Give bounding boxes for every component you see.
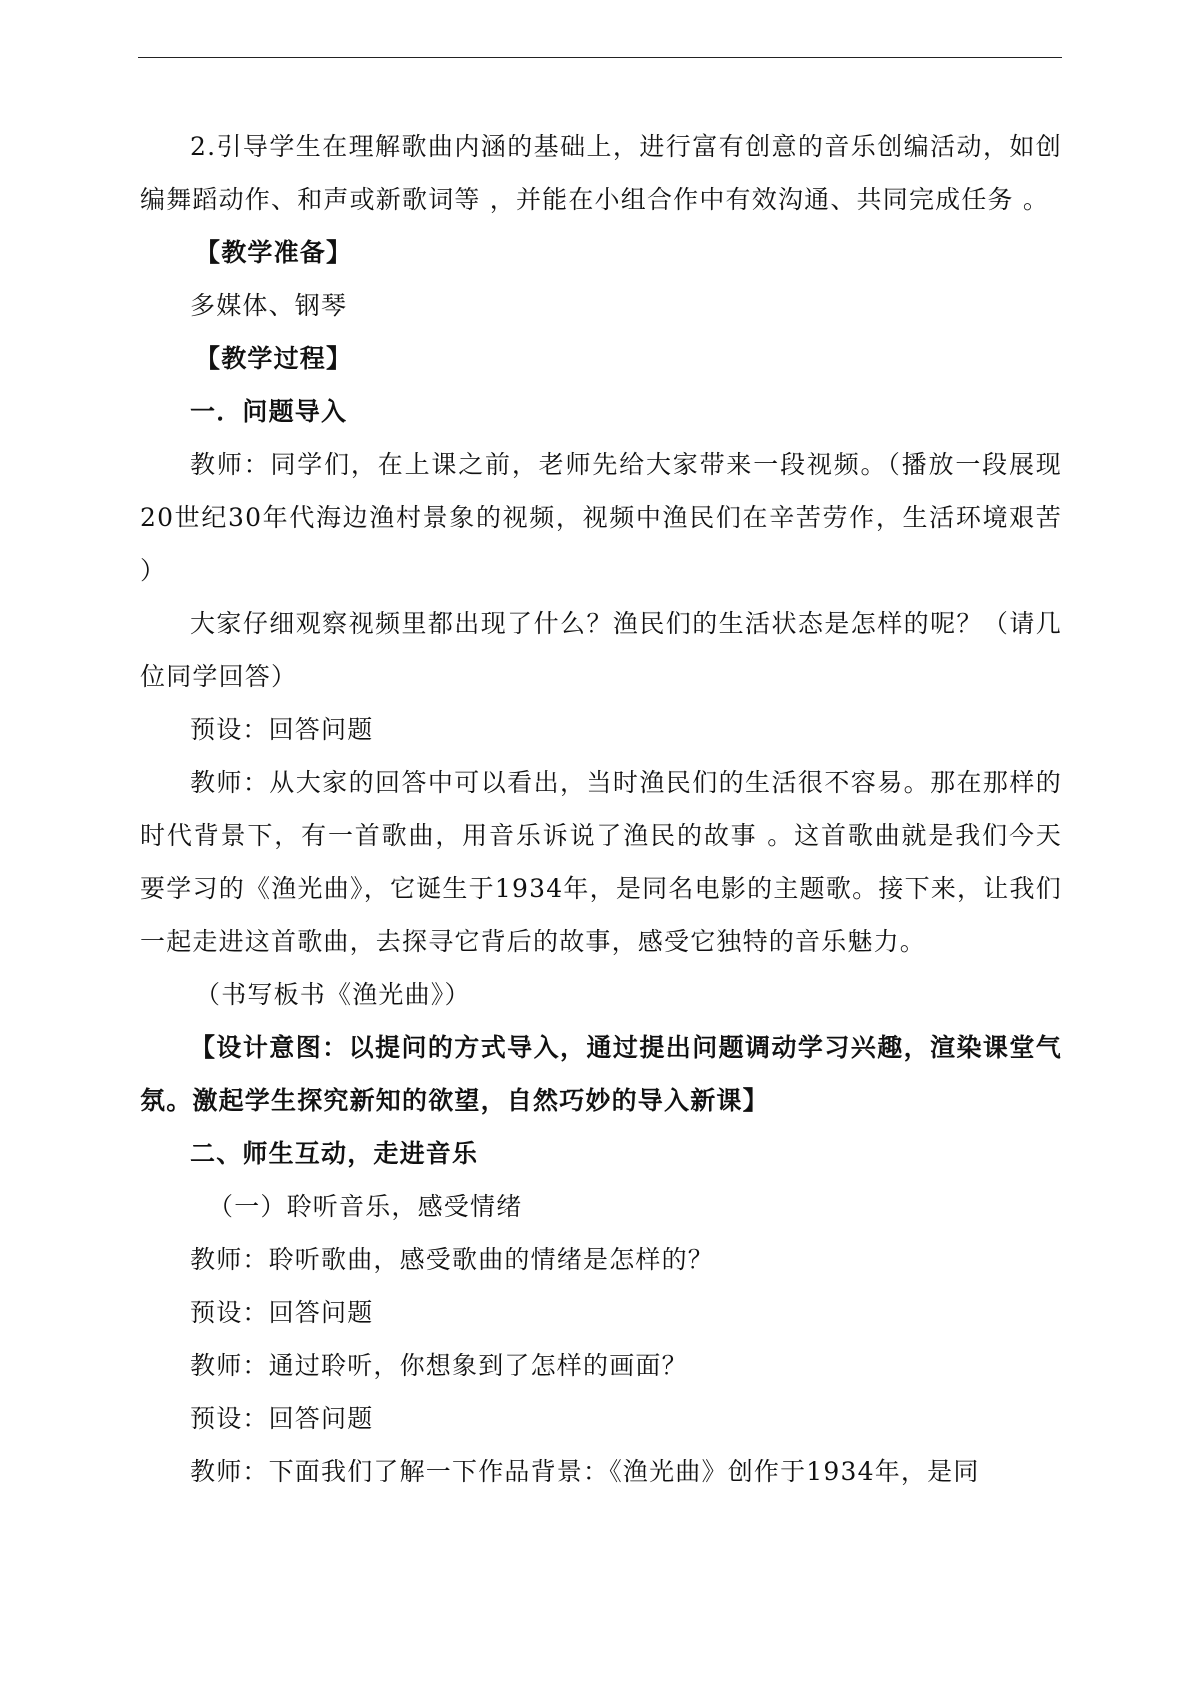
paragraph-preset-3: 预设：回答问题 <box>190 1404 374 1433</box>
paragraph-teacher-imagine: 教师：通过聆听，你想象到了怎样的画面？ <box>190 1351 688 1380</box>
paragraph-teacher-work-background: 教师：下面我们了解一下作品背景：《渔光曲》创作于1934年，是同 <box>190 1457 980 1486</box>
document-body <box>140 120 1062 1498</box>
paragraph-objective-2: 2.引导学生在理解歌曲内涵的基础上，进行富有创意的音乐创编活动，如创编舞蹈动作、和声或新歌词等 ，并能在小组合作中有效沟通、共同完成任务 。 <box>140 132 1062 214</box>
paragraph-teacher-background: 教师：从大家的回答中可以看出，当时渔民们的生活很不容易。那在那样的时代背景下，有一首歌曲，用音乐诉说了渔民的故事 。这首歌曲就是我们今天要学习的《渔光曲》，它诞生于1934年，是同名电影的主题歌。接下来，让我们一起走进这首歌曲，去探寻它背后的故事，感受它独特的音乐魅力。 <box>140 768 1062 956</box>
heading-section-two: 二、师生互动，走进音乐 <box>190 1139 479 1168</box>
heading-section-one: 一．问题导入 <box>190 397 348 426</box>
heading-teaching-process: 【教学过程】 <box>195 344 353 373</box>
paragraph-preset-2: 预设：回答问题 <box>190 1298 374 1327</box>
paragraph-design-intent: 【设计意图：以提问的方式导入，通过提出问题调动学习兴趣，渲染课堂气氛。激起学生探究新知的欲望，自然巧妙的导入新课】 <box>140 1033 1062 1115</box>
heading-subsection-one: （一）聆听音乐，感受情绪 <box>208 1192 523 1221</box>
paragraph-blackboard: （书写板书《渔光曲》） <box>195 980 471 1009</box>
heading-teaching-preparation: 【教学准备】 <box>195 238 353 267</box>
paragraph-preset-1: 预设：回答问题 <box>190 715 374 744</box>
paragraph-teacher-intro: 教师：同学们，在上课之前，老师先给大家带来一段视频。（播放一段展现20世纪30年代海边渔村景象的视频，视频中渔民们在辛苦劳作，生活环境艰苦 ） <box>140 450 1062 585</box>
paragraph-preparation: 多媒体、钢琴 <box>190 291 348 320</box>
header-rule <box>138 57 1062 58</box>
paragraph-teacher-listen: 教师：聆听歌曲，感受歌曲的情绪是怎样的？ <box>190 1245 715 1274</box>
paragraph-question: 大家仔细观察视频里都出现了什么？渔民们的生活状态是怎样的呢？（请几位同学回答） <box>140 609 1062 691</box>
